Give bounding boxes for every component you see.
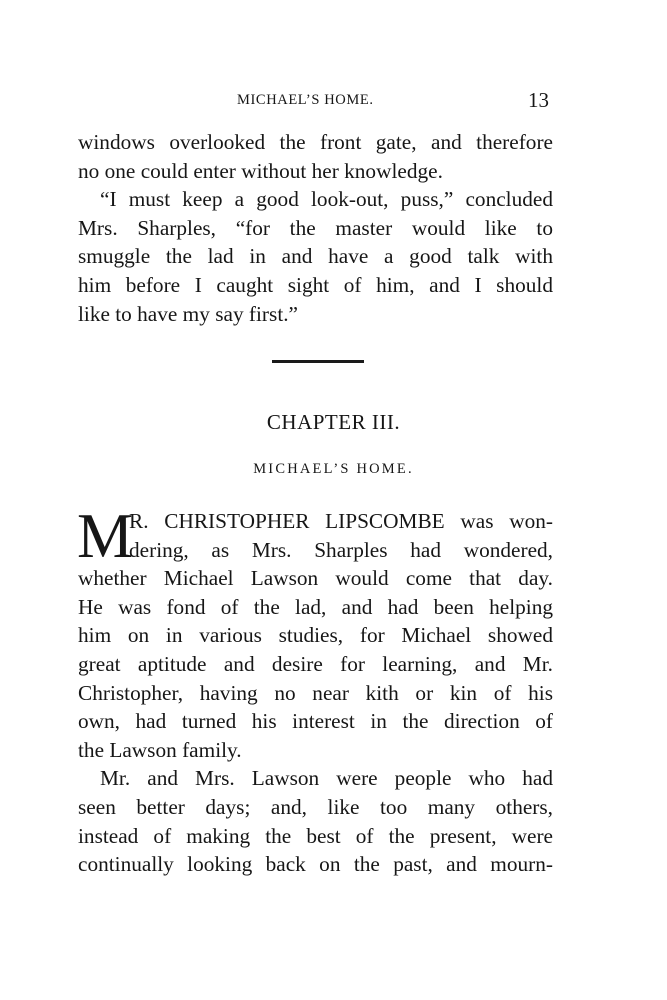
chapter-title: CHAPTER III. [266, 410, 401, 434]
text-line: own, had turned his interest in the direction of [78, 709, 553, 734]
text-line: smuggle the lad in and have a good talk with [78, 244, 553, 269]
chapter-body-text [77, 501, 553, 879]
text-line: no one could enter without her knowledge. [78, 158, 443, 183]
previous-chapter-text [78, 128, 553, 328]
section-divider-rule [272, 360, 364, 363]
text-line: like to have my say first.” [78, 301, 299, 326]
text-line: him on in various studies, for Michael showed [78, 623, 553, 648]
chapter-subtitle: MICHAEL’S HOME. [253, 461, 414, 477]
text-line: Christopher, having no near kith or kin of his [78, 680, 553, 705]
text-line: seen better days; and, like too many others, [78, 794, 553, 819]
running-title: MICHAEL’S HOME. [237, 92, 374, 108]
text-line: “I must keep a good look-out, puss,” concluded [100, 187, 553, 212]
text-line: whether Michael Lawson would come that day. [78, 566, 553, 591]
text-line: Mr. and Mrs. Lawson were people who had [100, 766, 553, 791]
text-line: instead of making the best of the present, were [78, 823, 553, 848]
text-line: He was fond of the lad, and had been helping [78, 594, 553, 619]
text-line: Mrs. Sharples, “for the master would like to [78, 215, 553, 240]
drop-cap: M [77, 501, 134, 571]
text-line: the Lawson family. [78, 737, 242, 762]
text-line: R. CHRISTOPHER LIPSCOMBE was won- [129, 509, 553, 533]
page-number: 13 [528, 88, 549, 112]
text-line: windows overlooked the front gate, and therefore [78, 130, 553, 154]
running-header [0, 88, 667, 112]
text-line: continually looking back on the past, and mourn- [78, 852, 553, 877]
text-line: dering, as Mrs. Sharples had wondered, [129, 537, 553, 562]
text-line: him before I caught sight of him, and I should [78, 272, 553, 297]
text-line: great aptitude and desire for learning, and Mr. [78, 651, 553, 676]
